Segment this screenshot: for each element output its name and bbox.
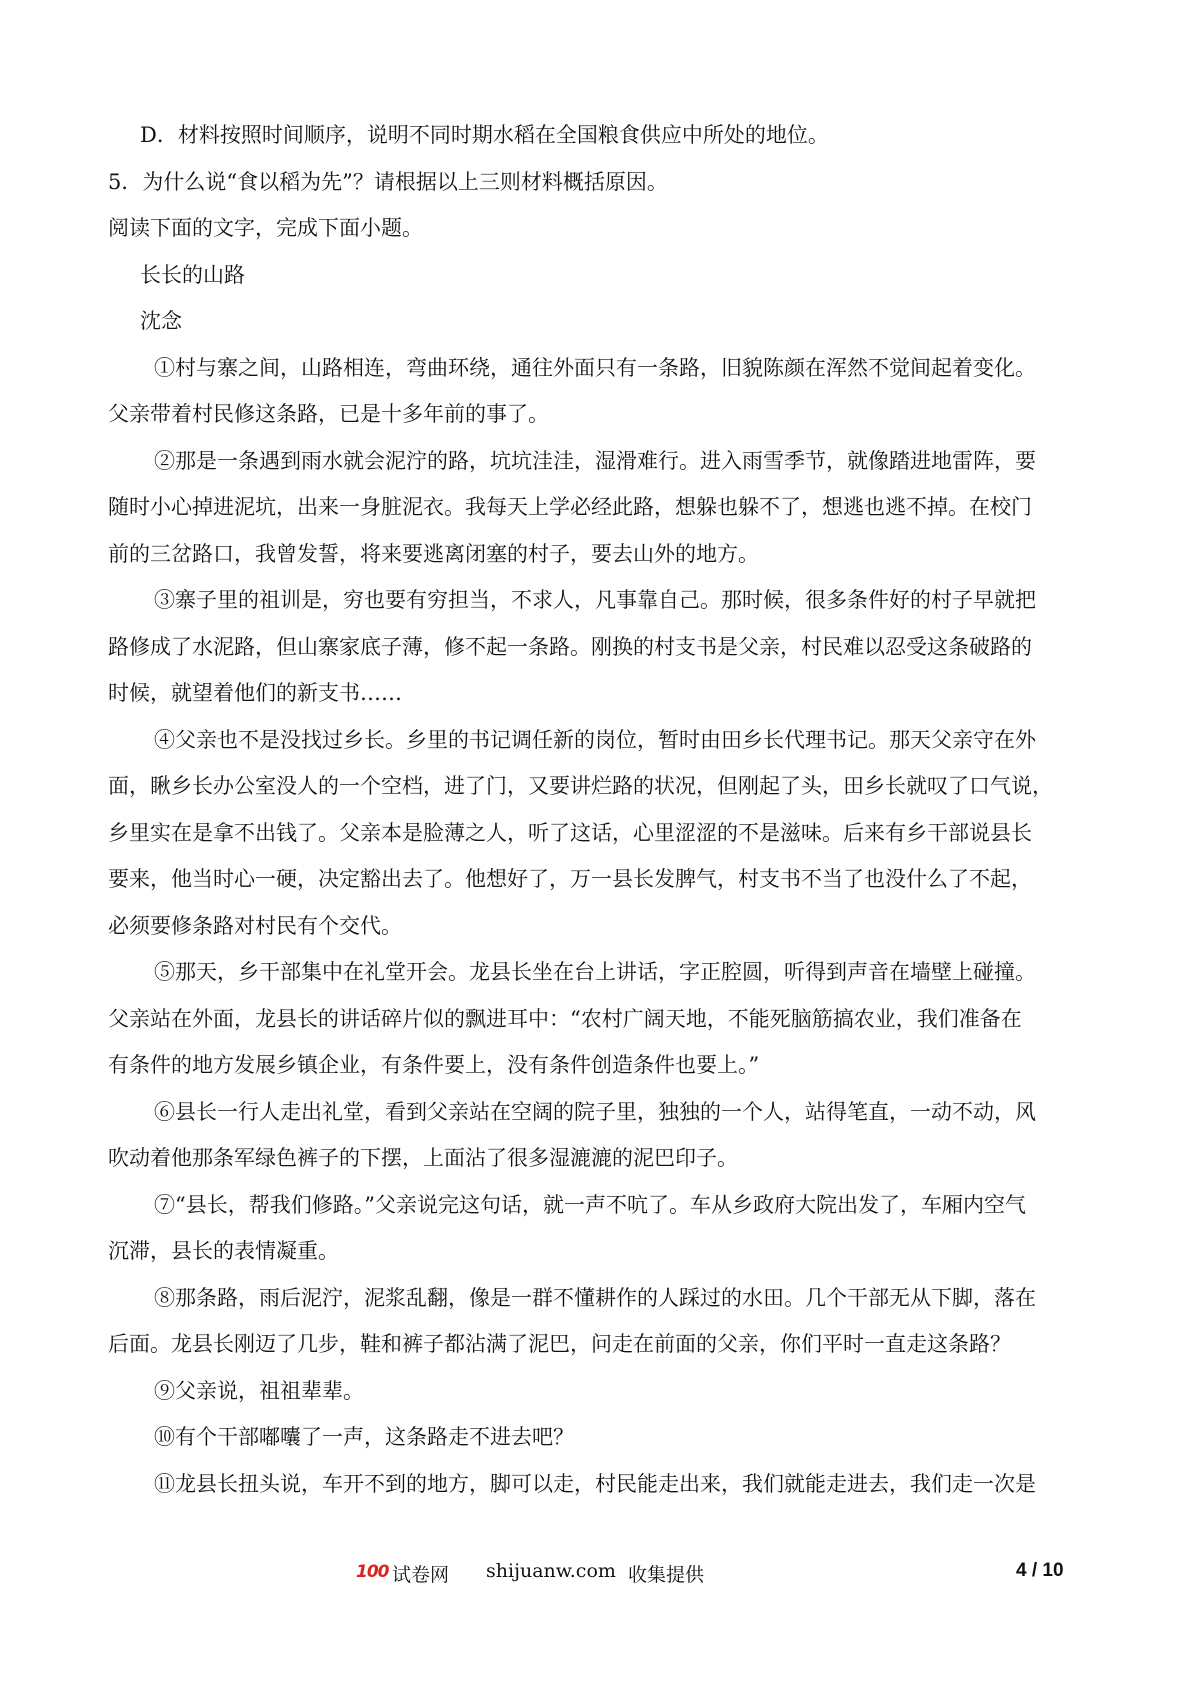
article-paragraphs [108, 345, 1083, 1508]
article-title: 长长的山路 [140, 262, 245, 287]
question-5: 5．为什么说“食以稻为先”？请根据以上三则材料概括原因。 [108, 169, 668, 194]
paragraph-line: ④父亲也不是没找过乡长。乡里的书记调任新的岗位，暂时由田乡长代理书记。那天父亲守在外 [154, 727, 1036, 752]
paragraph-line: 乡里实在是拿不出钱了。父亲本是脸薄之人，听了这话，心里涩涩的不是滋味。后来有乡干部说县长 [108, 820, 1032, 845]
paragraph-line: 时候，就望着他们的新支书…… [108, 681, 402, 705]
paragraph-line: ③寨子里的祖训是，穷也要有穷担当，不求人，凡事靠自己。那时候，很多条件好的村子早就把 [154, 588, 1036, 612]
article-paragraph [108, 438, 1083, 578]
reading-instruction: 阅读下面的文字，完成下面小题。 [108, 216, 423, 240]
paragraph-line: 吹动着他那条军绿色裤子的下摆，上面沾了很多湿漉漉的泥巴印子。 [108, 1146, 738, 1170]
footer-credit: 收集提供 [628, 1564, 705, 1586]
article-paragraph [108, 1414, 1083, 1461]
paragraph-line: ⑪龙县长扭头说，车开不到的地方，脚可以走，村民能走出来，我们就能走进去，我们走一次是 [154, 1471, 1036, 1496]
document-body [108, 112, 1083, 1507]
paragraph-line: 前的三岔路口，我曾发誓，将来要逃离闭塞的村子，要去山外的地方。 [108, 541, 759, 566]
article-paragraph [108, 1461, 1083, 1508]
article-paragraph [108, 949, 1083, 1089]
article-paragraph [108, 1089, 1083, 1182]
footer-site: shijuanw.com [486, 1560, 616, 1582]
paragraph-line: 沉滞，县长的表情凝重。 [108, 1239, 339, 1263]
paragraph-line: 面，瞅乡长办公室没人的一个空档，进了门，又要讲烂路的状况，但刚起了头，田乡长就叹了口气说， [108, 774, 1053, 798]
article-paragraph [108, 717, 1083, 950]
paragraph-line: 父亲站在外面，龙县长的讲话碎片似的飘进耳中：“农村广阔天地，不能死脑筋搞农业，我们准备在 [108, 1006, 1022, 1031]
paragraph-line: ⑧那条路，雨后泥泞，泥浆乱翻，像是一群不懂耕作的人踩过的水田。几个干部无从下脚，落在 [154, 1285, 1036, 1310]
article-paragraph [108, 1182, 1083, 1275]
footer-brand: 试卷网 [392, 1564, 450, 1586]
paragraph-line: ⑦“县长，帮我们修路。”父亲说完这句话，就一声不吭了。车从乡政府大院出发了，车厢内空气 [154, 1192, 1026, 1217]
article-paragraph [108, 1275, 1083, 1368]
paragraph-line: 要来，他当时心一硬，决定豁出去了。他想好了，万一县长发脾气，村支书不当了也没什么了不起， [108, 867, 1032, 891]
article-paragraph [108, 577, 1083, 717]
paragraph-line: 路修成了水泥路，但山寨家底子薄，修不起一条路。刚换的村支书是父亲，村民难以忍受这条破路的 [108, 634, 1032, 659]
page-footer [0, 1560, 1191, 1590]
article-author: 沈念 [140, 309, 182, 333]
paragraph-line: ⑥县长一行人走出礼堂，看到父亲站在空阔的院子里，独独的一个人，站得笔直，一动不动，风 [154, 1099, 1036, 1124]
paragraph-line: ②那是一条遇到雨水就会泥泞的路，坑坑洼洼，湿滑难行。进入雨雪季节，就像踏进地雷阵，要 [154, 448, 1036, 473]
paragraph-line: ⑨父亲说，祖祖辈辈。 [154, 1378, 364, 1403]
paragraph-line: 父亲带着村民修这条路，已是十多年前的事了。 [108, 402, 549, 426]
article-paragraph [108, 1368, 1083, 1415]
paragraph-line: ⑤那天，乡干部集中在礼堂开会。龙县长坐在台上讲话，字正腔圆，听得到声音在墙壁上碰撞。 [154, 960, 1036, 984]
paragraph-line: ⑩有个干部嘟囔了一声，这条路走不进去吧？ [154, 1425, 574, 1449]
paragraph-line: 必须要修条路对村民有个交代。 [108, 913, 402, 938]
article-paragraph [108, 345, 1083, 438]
option-d: D．材料按照时间顺序，说明不同时期水稻在全国粮食供应中所处的地位。 [140, 123, 829, 147]
page-number: 4 / 10 [1016, 1560, 1064, 1581]
logo-100-icon: 100 [356, 1562, 389, 1582]
paragraph-line: 有条件的地方发展乡镇企业，有条件要上，没有条件创造条件也要上。” [108, 1053, 760, 1077]
paragraph-line: 随时小心掉进泥坑，出来一身脏泥衣。我每天上学必经此路，想躲也躲不了，想逃也逃不掉。在校门 [108, 495, 1032, 519]
paragraph-line: ①村与寨之间，山路相连，弯曲环绕，通往外面只有一条路，旧貌陈颜在浑然不觉间起着变化。 [154, 355, 1036, 380]
paragraph-line: 后面。龙县长刚迈了几步，鞋和裤子都沾满了泥巴，问走在前面的父亲，你们平时一直走这条路？ [108, 1332, 1011, 1356]
